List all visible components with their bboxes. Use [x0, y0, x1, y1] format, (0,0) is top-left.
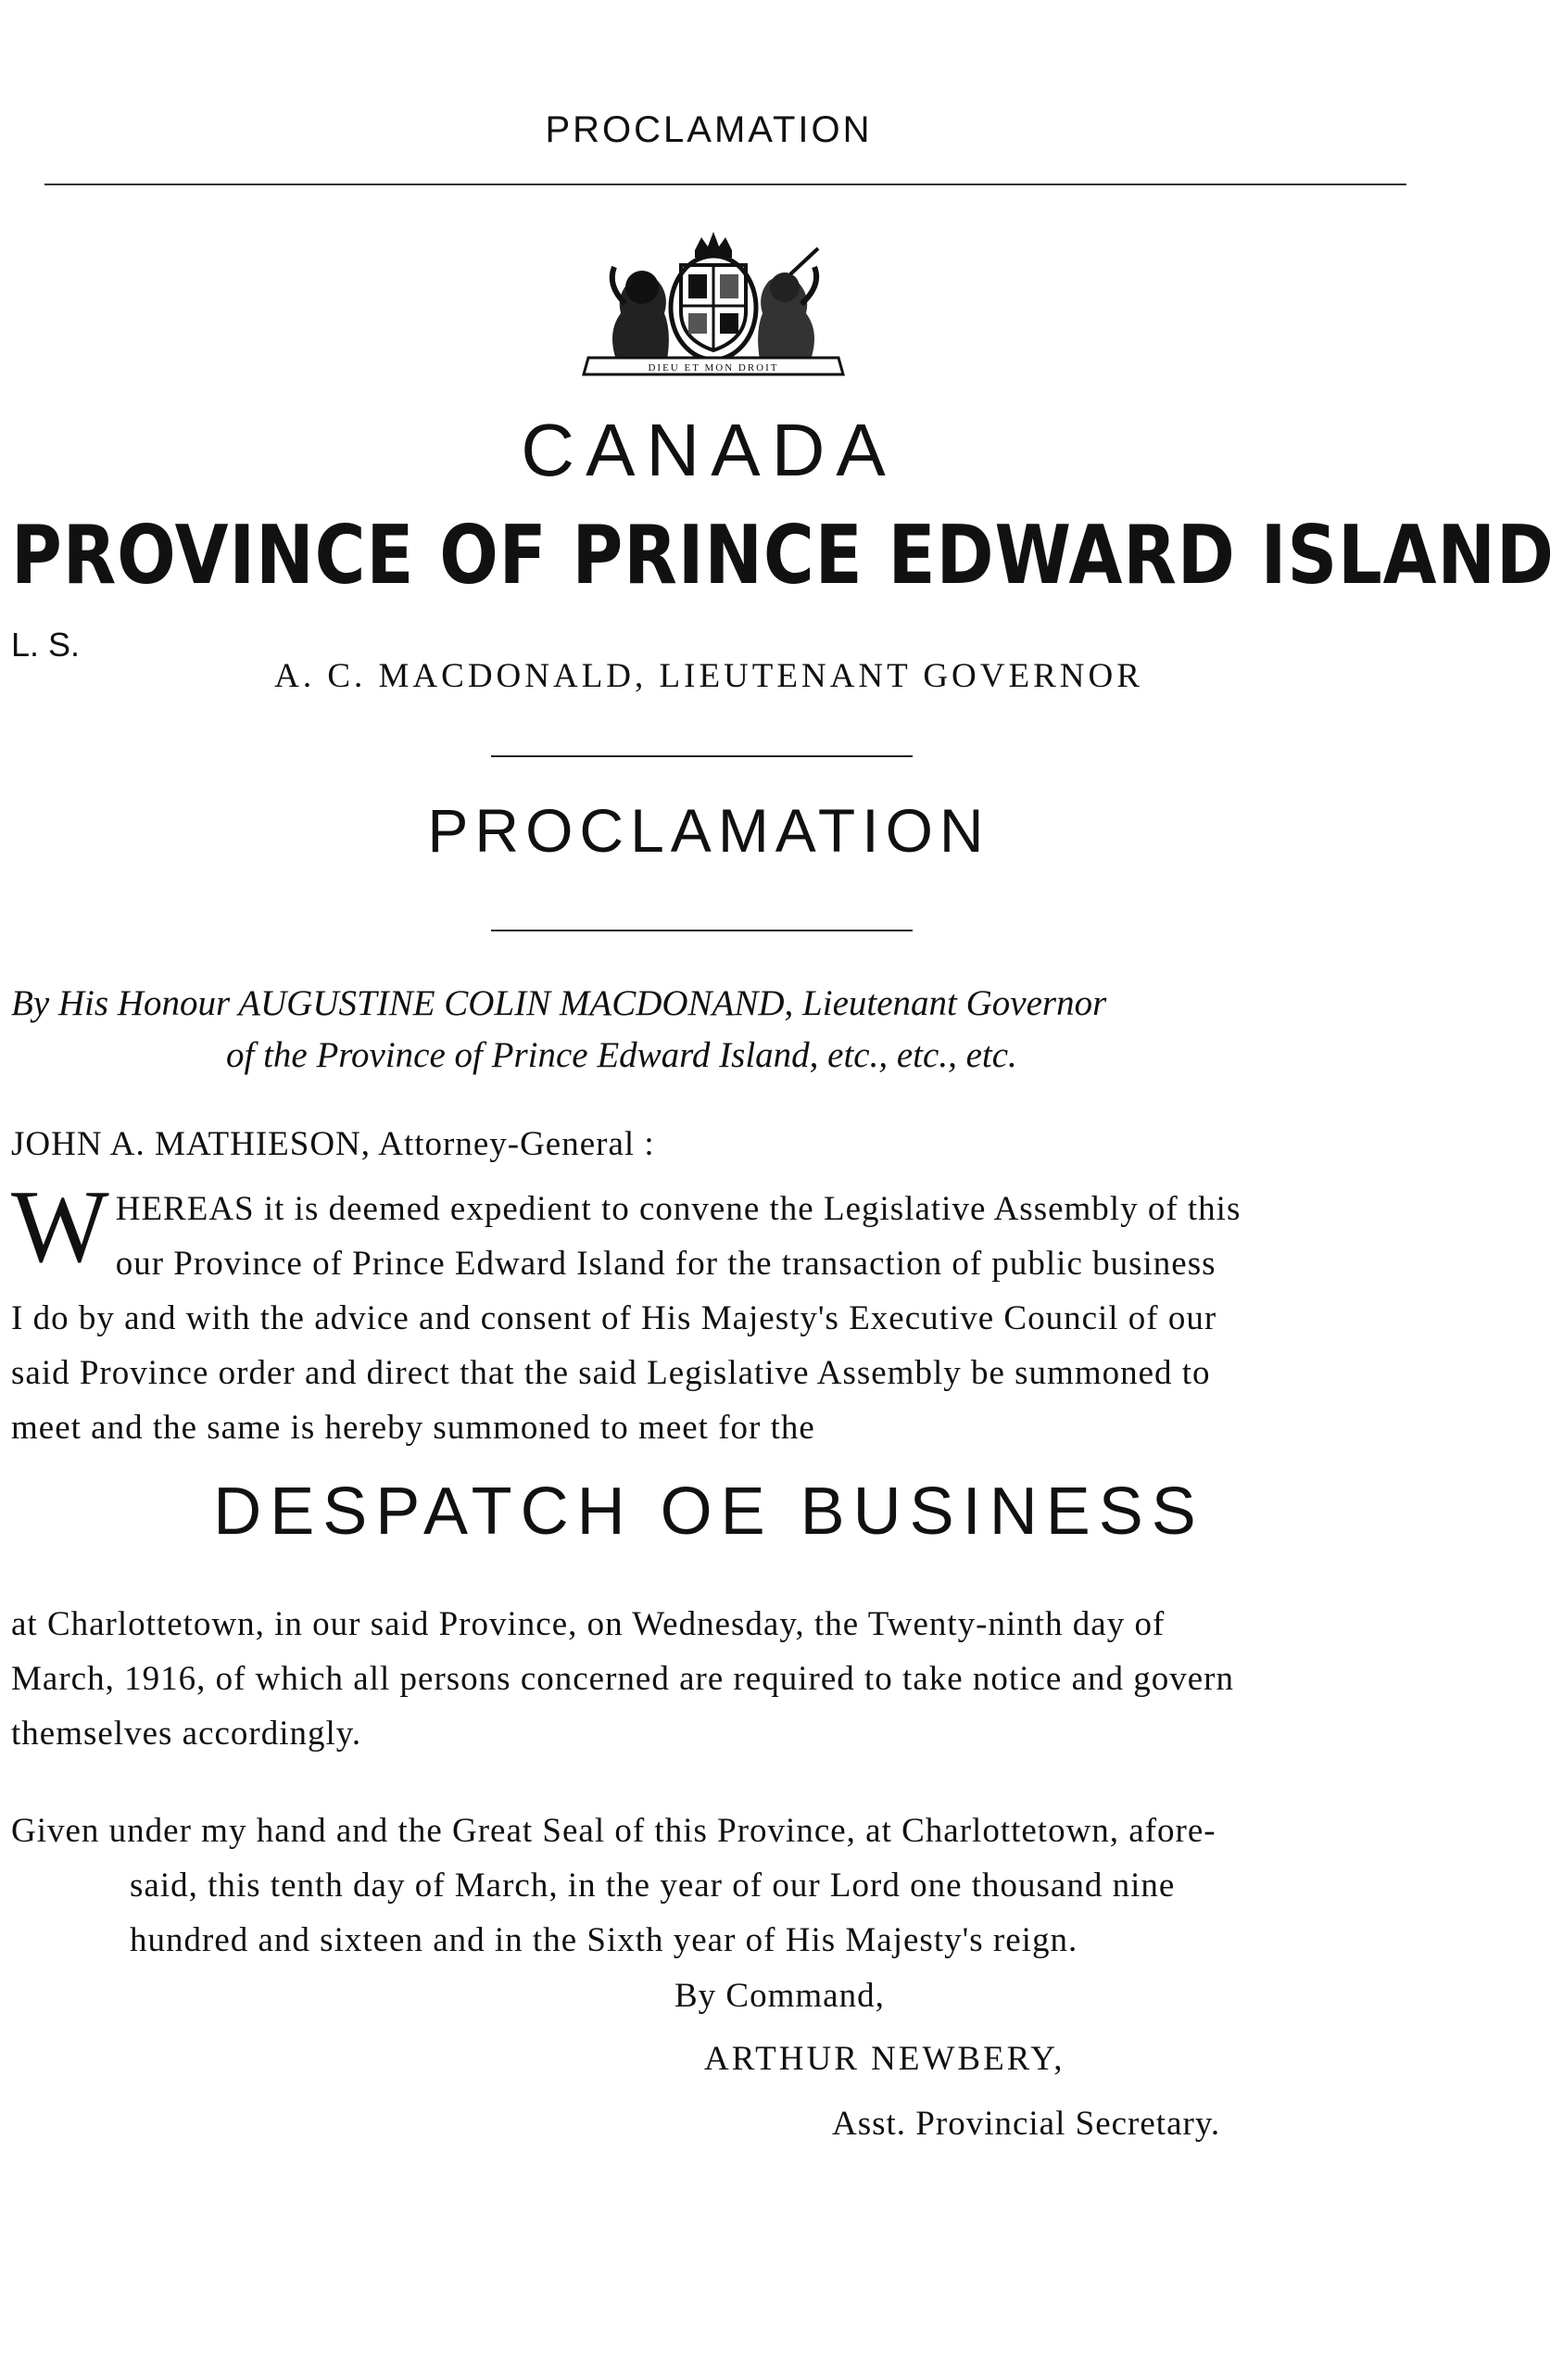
given-paragraph — [11, 1804, 1419, 1968]
header-rule — [44, 184, 1406, 185]
crest-motto: DIEU ET MON DROIT — [648, 362, 779, 373]
whereas-line-4: said Province order and direct that the said Legislative Assembly be summoned to — [11, 1354, 1211, 1392]
by-honour-line-2: of the Province of Prince Edward Island, etc., etc., etc. — [226, 1035, 1017, 1075]
given-line-2: said, this tenth day of March, in the year of our Lord one thousand nine — [130, 1867, 1176, 1905]
whereas-line-2: our Province of Prince Edward Island for the transaction of public business — [115, 1245, 1216, 1283]
signatory-title: Asst. Provincial Secretary. — [832, 2105, 1221, 2143]
by-honour-paragraph — [11, 978, 1429, 1082]
province-heading: PROVINCE OF PRINCE EDWARD ISLAND — [11, 508, 1555, 602]
by-command: By Command, — [674, 1977, 885, 2015]
despatch-heading: DESPATCH OE BUSINESS — [213, 1475, 1204, 1549]
meeting-paragraph — [11, 1597, 1419, 1761]
meeting-line-2: March, 1916, of which all persons concerned are required to take notice and govern — [11, 1660, 1235, 1698]
whereas-line-1: HEREAS it is deemed expedient to convene the Legislative Assembly of this — [115, 1190, 1242, 1228]
royal-coat-of-arms-icon — [579, 230, 848, 378]
running-head: PROCLAMATION — [545, 109, 873, 150]
governor-line: A. C. MACDONALD, LIEUTENANT GOVERNOR — [274, 657, 1143, 695]
by-honour-line-1: By His Honour AUGUSTINE COLIN MACDONAND, Lieutenant Governor — [11, 983, 1107, 1023]
whereas-line-3: I do by and with the advice and consent of His Majesty's Executive Council of our — [11, 1299, 1217, 1337]
divider-rule-lower — [491, 930, 913, 931]
whereas-line-5: meet and the same is hereby summoned to meet for the — [11, 1409, 815, 1447]
proclamation-title: PROCLAMATION — [427, 796, 990, 865]
whereas-paragraph — [11, 1170, 1419, 1455]
country-heading: CANADA — [521, 409, 897, 491]
divider-rule-upper — [491, 755, 913, 757]
signatory-name: ARTHUR NEWBERY, — [704, 2040, 1065, 2078]
meeting-line-3: themselves accordingly. — [11, 1715, 362, 1753]
attorney-general-line: JOHN A. MATHIESON, Attorney-General : — [11, 1125, 655, 1163]
given-line-1: Given under my hand and the Great Seal of this Province, at Charlottetown, afore- — [11, 1812, 1216, 1850]
seal-mark: L. S. — [11, 626, 81, 664]
meeting-line-1: at Charlottetown, in our said Province, on Wednesday, the Twenty-ninth day of — [11, 1605, 1166, 1643]
given-line-3: hundred and sixteen and in the Sixth year of His Majesty's reign. — [130, 1921, 1078, 1959]
drop-cap: W — [11, 1170, 110, 1285]
